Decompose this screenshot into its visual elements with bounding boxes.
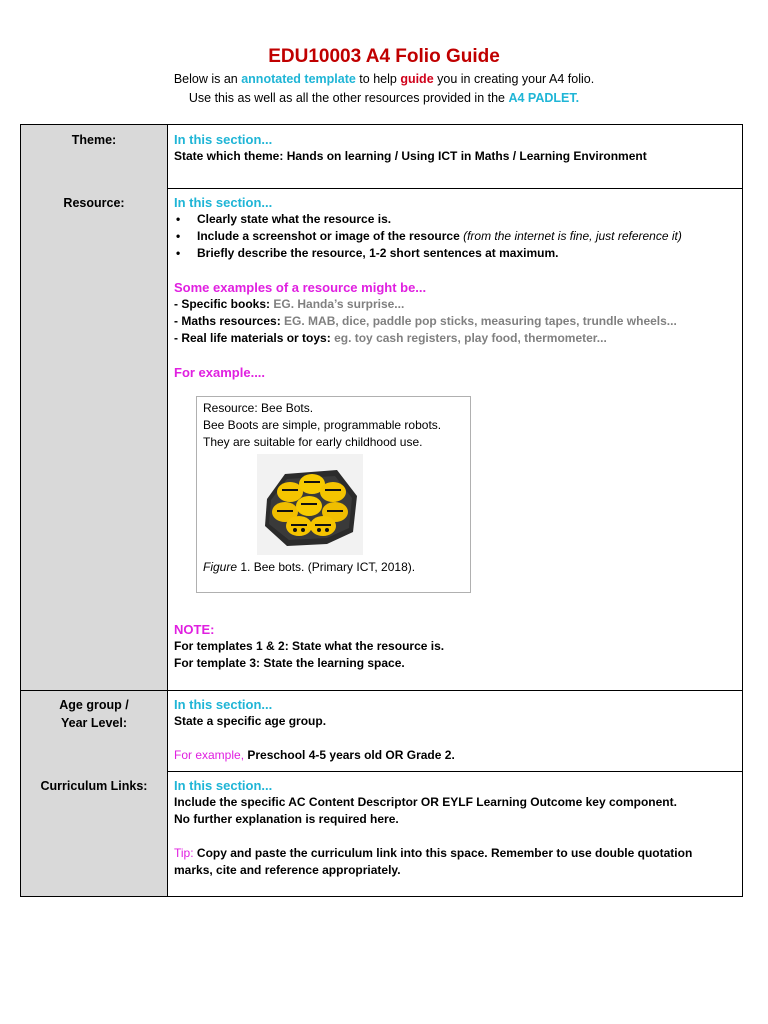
example-item (174, 330, 734, 347)
figure-caption (203, 560, 415, 574)
theme-label: Theme: (71, 133, 117, 147)
padlet-link[interactable]: A4 PADLET. (508, 91, 580, 105)
example-box-text (203, 400, 441, 451)
example-box (196, 396, 471, 593)
resource-bullet (174, 211, 734, 228)
divider-theme-resource (167, 188, 742, 189)
age-example-label: For example, (174, 748, 245, 762)
bullet-text: Include a screenshot or image of the resource (197, 229, 464, 243)
note-heading: NOTE: (174, 622, 215, 637)
folio-table (20, 124, 743, 897)
age-cell (174, 696, 455, 764)
bullet-italic-text: (from the internet is fine, just reference it) (463, 229, 682, 243)
example-box-line: Resource: Bee Bots. (203, 401, 314, 415)
intro-line-2 (0, 91, 768, 105)
curriculum-label: Curriculum Links: (40, 779, 148, 793)
page-title: EDU10003 A4 Folio Guide (268, 46, 500, 67)
resource-bullet (174, 245, 734, 262)
figure-word: Figure (203, 560, 238, 574)
curriculum-heading: In this section... (174, 778, 273, 793)
age-example-text: Preschool 4-5 years old OR Grade 2. (244, 748, 455, 762)
note-line-2: For template 3: State the learning space. (174, 656, 405, 670)
resource-cell (174, 194, 734, 381)
intro-text: to help (355, 72, 401, 86)
annotated-template-text: annotated template (241, 72, 356, 86)
intro-text: you in creating your A4 folio. (433, 72, 595, 86)
bullet-text: Briefly describe the resource, 1-2 short sentences at maximum. (197, 246, 559, 260)
curriculum-cell (174, 777, 719, 879)
divider-resource-age (21, 690, 742, 691)
theme-heading: In this section... (174, 132, 273, 147)
example-box-line: They are suitable for early childhood use. (203, 435, 423, 449)
example-label: - Maths resources: (174, 314, 285, 328)
figure-rest: 1. Bee bots. (Primary ICT, 2018). (237, 560, 416, 574)
intro-text: Use this as well as all the other resources provided in the (188, 91, 509, 105)
example-item (174, 313, 734, 330)
example-value: EG. MAB, dice, paddle pop sticks, measuring tapes, trundle wheels... (284, 314, 677, 328)
example-item (174, 296, 734, 313)
note-line-1 (174, 638, 444, 655)
theme-text: State which theme: Hands on learning / Using ICT in Maths / Learning Environment (174, 149, 647, 163)
note-rest: State what the resource is. (288, 639, 445, 653)
for-example-heading: For example.... (174, 365, 266, 380)
resource-bullet (174, 228, 734, 245)
example-value: EG. Handa’s surprise... (273, 297, 405, 311)
example-label: - Real life materials or toys: (174, 331, 335, 345)
divider-age-curriculum (167, 771, 742, 772)
resource-heading: In this section... (174, 195, 273, 210)
theme-cell (174, 131, 647, 165)
resource-bullet-list (174, 211, 734, 262)
intro-text: Below is an (173, 72, 242, 86)
intro-line-1 (0, 72, 768, 86)
age-text: State a specific age group. (174, 714, 327, 728)
age-label-line: Year Level: (60, 716, 127, 730)
examples-heading: Some examples of a resource might be... (174, 280, 427, 295)
tip-text: Copy and paste the curriculum link into this space. Remember to use double quotation marks, cite and reference appropriately. (174, 846, 693, 877)
example-value: eg. toy cash registers, play food, thermometer... (334, 331, 607, 345)
age-label-line: Age group / (59, 698, 129, 712)
example-box-line: Bee Boots are simple, programmable robots. (203, 418, 442, 432)
bullet-text: Clearly state what the resource is. (197, 212, 392, 226)
curriculum-line-1: Include the specific AC Content Descriptor OR EYLF Learning Outcome key component. (174, 795, 677, 809)
age-label (21, 696, 167, 732)
guide-text: guide (400, 72, 434, 86)
example-label: - Specific books: (174, 297, 274, 311)
bee-bots-image (257, 454, 363, 555)
age-example (174, 747, 455, 764)
curriculum-tip (174, 845, 719, 879)
tip-label: Tip: (174, 846, 194, 860)
note-bold: For templates 1 & 2: (174, 639, 289, 653)
curriculum-line-2: No further explanation is required here. (174, 812, 399, 826)
resource-label: Resource: (63, 196, 125, 210)
age-heading: In this section... (174, 697, 273, 712)
note-cell (174, 621, 444, 672)
